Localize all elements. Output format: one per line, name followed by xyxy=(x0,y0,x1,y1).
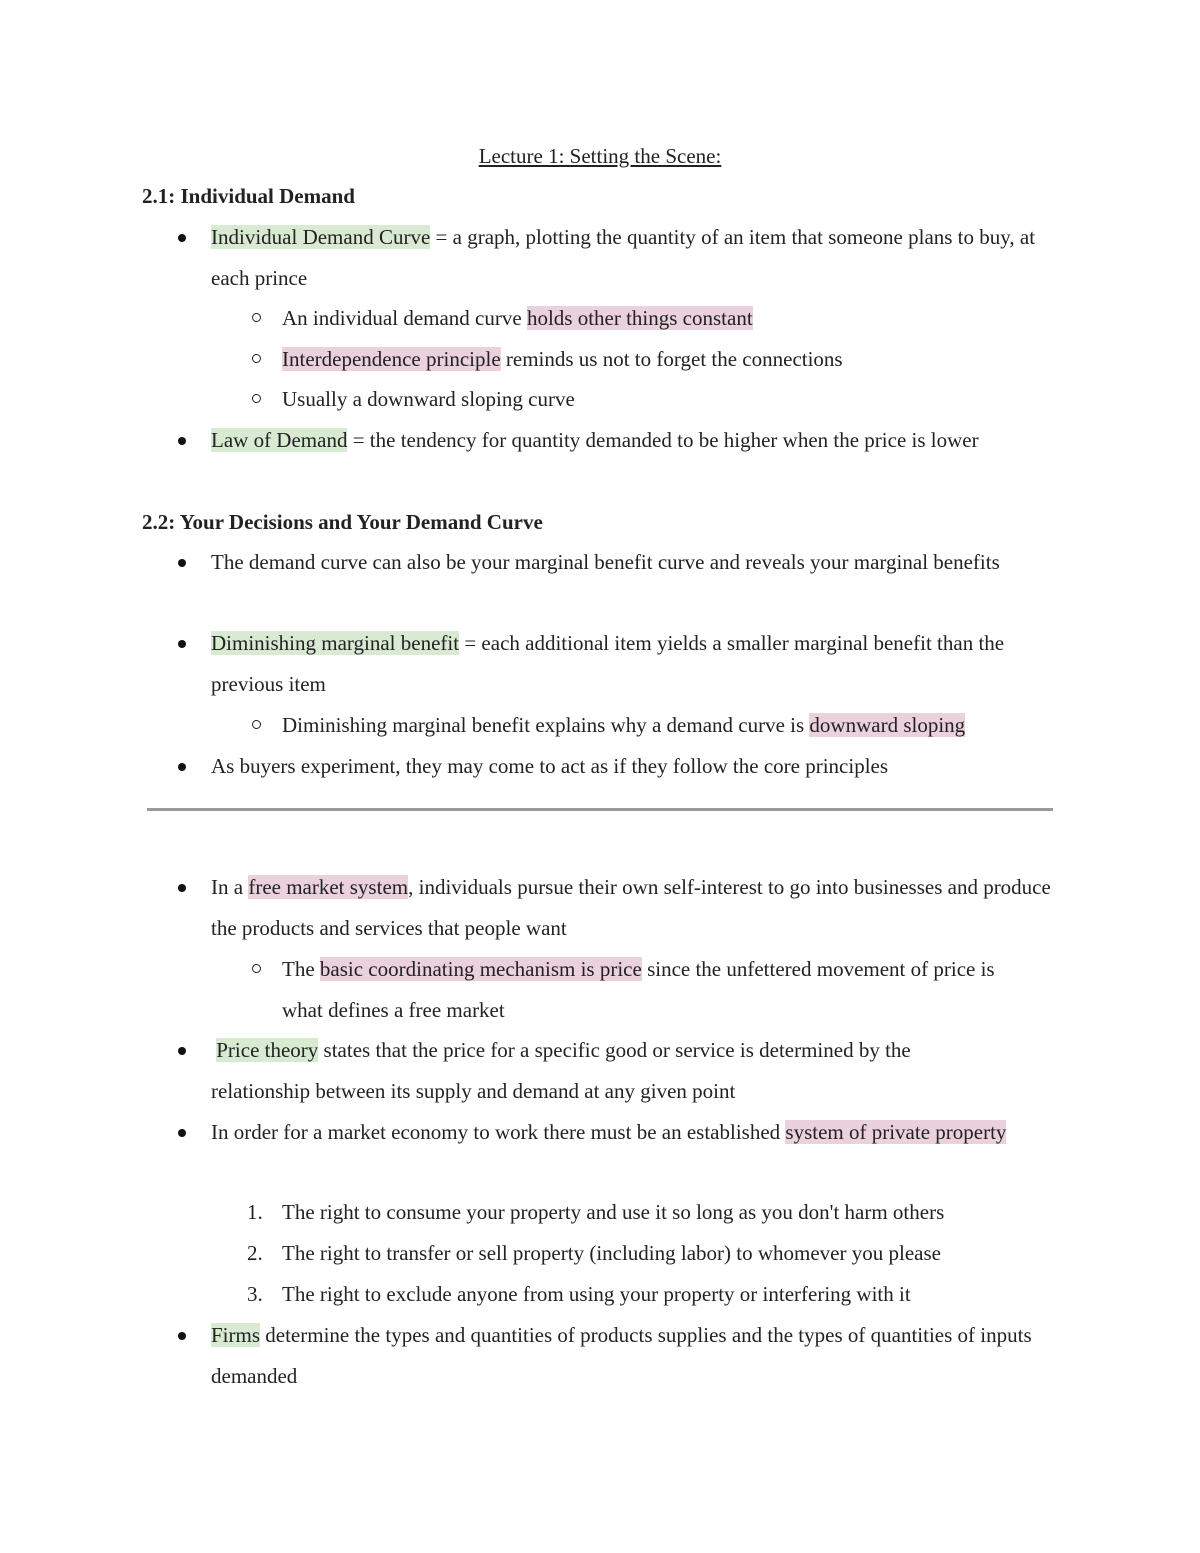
sub-bullet-text: An individual demand curve xyxy=(282,306,527,330)
highlight-phrase: basic coordinating mechanism is price xyxy=(319,957,642,981)
bullet-icon xyxy=(178,1332,186,1340)
highlight-term: Individual Demand Curve xyxy=(211,225,431,249)
sub-bullet-text: reminds us not to forget the connections xyxy=(500,347,843,371)
bullet-icon xyxy=(178,234,186,242)
highlight-phrase: system of private property xyxy=(785,1120,1007,1144)
numbered-item-text: The right to transfer or sell property (including labor) to whomever you please xyxy=(282,1241,941,1265)
bullet-firms xyxy=(211,1315,1061,1397)
highlight-term: Diminishing marginal benefit xyxy=(211,631,460,655)
sub-bullet-text: Usually a downward sloping curve xyxy=(282,387,575,411)
highlight-term: Price theory xyxy=(216,1038,319,1062)
numbered-item-text: The right to exclude anyone from using your property or interfering with it xyxy=(282,1282,911,1306)
hollow-bullet-icon xyxy=(252,394,261,403)
highlight-phrase: Interdependence principle xyxy=(282,347,501,371)
bullet-text: = each additional item yields a smaller marginal benefit than the previous item xyxy=(211,631,1005,696)
bullet-text: = a graph, plotting the quantity of an item that someone plans to buy, at each prince xyxy=(211,225,1036,290)
numbered-item-2 xyxy=(247,1233,1072,1274)
bullet-icon xyxy=(178,1047,186,1055)
section-heading-2-1: 2.1: Individual Demand xyxy=(142,184,355,208)
sub-bullet-text: since the unfettered movement of price is what defines a free market xyxy=(282,957,995,1022)
sub-bullet-interdependence xyxy=(282,339,1072,380)
horizontal-divider xyxy=(147,808,1053,811)
highlight-phrase: downward sloping xyxy=(809,713,966,737)
sub-bullet-downward-sloping xyxy=(282,705,1082,746)
bullet-text: As buyers experiment, they may come to act as if they follow the core principles xyxy=(211,754,889,778)
hollow-bullet-icon xyxy=(252,964,261,973)
bullet-free-market-system xyxy=(211,867,1051,949)
bullet-private-property xyxy=(211,1112,1031,1153)
bullet-buyers-experiment xyxy=(211,746,1071,787)
highlight-term: Law of Demand xyxy=(211,428,348,452)
bullet-text: In a xyxy=(211,875,249,899)
numbered-item-text: The right to consume your property and use it so long as you don't harm others xyxy=(282,1200,945,1224)
sub-bullet-holds-constant xyxy=(282,298,1072,339)
bullet-icon xyxy=(178,559,186,567)
bullet-diminishing-marginal-benefit xyxy=(211,623,1041,705)
highlight-term: Firms xyxy=(211,1323,261,1347)
bullet-text: = the tendency for quantity demanded to be higher when the price is lower xyxy=(347,428,979,452)
sub-bullet-coordinating-mechanism xyxy=(282,949,1022,1031)
page-title: Lecture 1: Setting the Scene: xyxy=(478,144,722,168)
highlight-phrase: free market system xyxy=(248,875,409,899)
list-number: 3. xyxy=(247,1282,263,1306)
hollow-bullet-icon xyxy=(252,313,261,322)
bullet-text: In order for a market economy to work there must be an established xyxy=(211,1120,786,1144)
bullet-marginal-benefit-curve xyxy=(211,542,1041,583)
bullet-icon xyxy=(178,1129,186,1137)
highlight-phrase: holds other things constant xyxy=(526,306,753,330)
sub-bullet-text: Diminishing marginal benefit explains why a demand curve is xyxy=(282,713,810,737)
bullet-text: , individuals pursue their own self-interest to go into businesses and produce the products and services that people want xyxy=(211,875,1051,940)
sub-bullet-text: The xyxy=(282,957,320,981)
bullet-price-theory xyxy=(211,1030,1011,1112)
sub-bullet-downward-curve xyxy=(282,379,1072,420)
bullet-icon xyxy=(178,763,186,771)
bullet-law-of-demand xyxy=(211,420,1031,461)
bullet-text: The demand curve can also be your marginal benefit curve and reveals your marginal benefits xyxy=(211,550,1000,574)
numbered-item-1 xyxy=(247,1192,1072,1233)
bullet-icon xyxy=(178,640,186,648)
bullet-text: determine the types and quantities of products supplies and the types of quantities of inputs demanded xyxy=(211,1323,1032,1388)
section-heading-2-2: 2.2: Your Decisions and Your Demand Curve xyxy=(142,510,543,534)
bullet-text: states that the price for a specific good or service is determined by the relationship between its supply and demand at any given point xyxy=(211,1038,911,1103)
list-number: 1. xyxy=(247,1200,263,1224)
list-number: 2. xyxy=(247,1241,263,1265)
bullet-individual-demand-curve xyxy=(211,217,1061,299)
hollow-bullet-icon xyxy=(252,720,261,729)
bullet-icon xyxy=(178,437,186,445)
hollow-bullet-icon xyxy=(252,354,261,363)
bullet-icon xyxy=(178,884,186,892)
numbered-item-3 xyxy=(247,1274,1072,1315)
